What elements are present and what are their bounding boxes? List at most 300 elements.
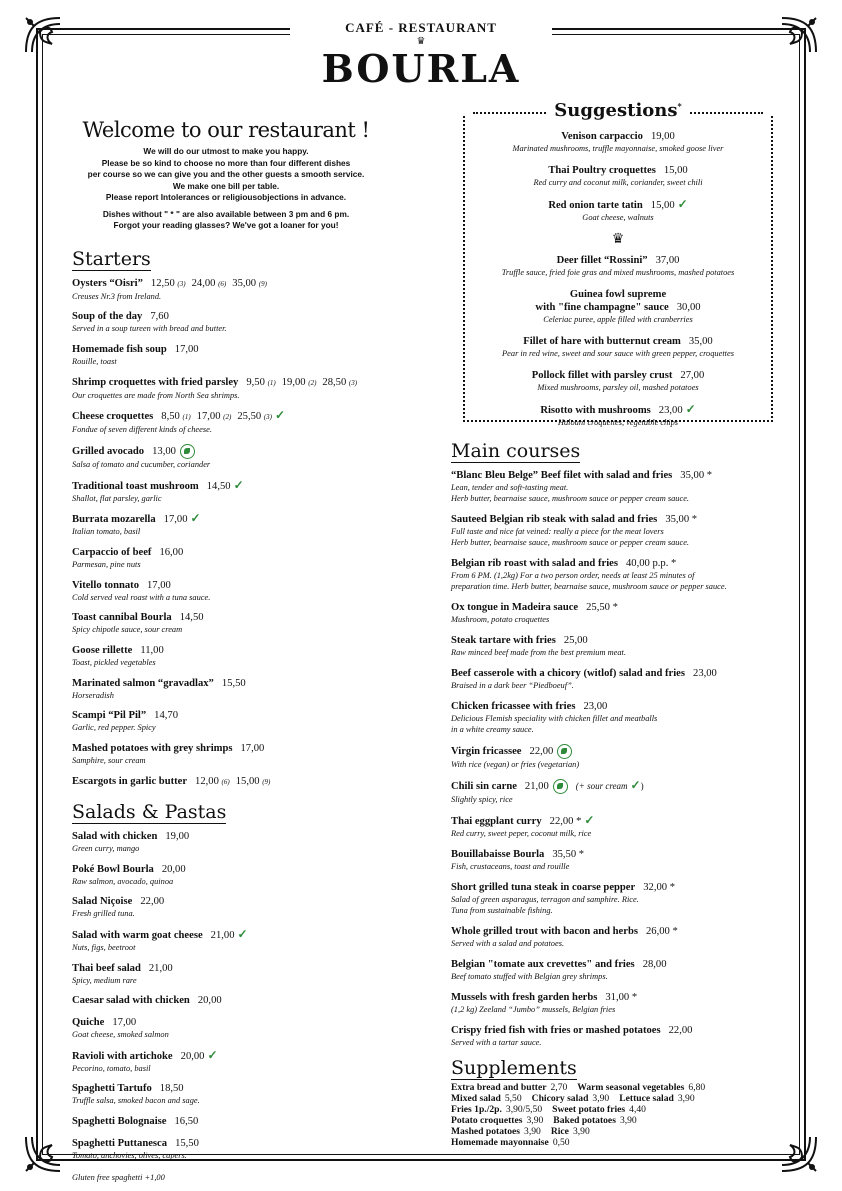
dish-price: 9,50 <box>246 376 265 388</box>
dish-description: Served with a tartar sauce. <box>451 1038 542 1048</box>
supplement-row <box>451 1126 786 1137</box>
menu-item <box>72 1115 412 1128</box>
salads-section <box>72 801 412 1182</box>
menu-item <box>451 779 786 805</box>
dish-price: 37,00 <box>655 255 680 266</box>
menu-item <box>72 1137 412 1161</box>
dish-name: Caesar salad with chicken <box>72 995 190 1007</box>
menu-item <box>451 925 786 949</box>
dish-price: 17,00 <box>163 514 188 526</box>
dish-name: Fillet of hare with butternut cream <box>523 336 681 347</box>
menu-item-line <box>451 744 786 759</box>
dish-price: 17,00 <box>196 411 221 423</box>
menu-item-line <box>463 369 773 382</box>
dish-price: 23,00 <box>693 668 717 679</box>
dish-price: 22,00 <box>140 896 165 908</box>
dish-description: Beef tomato stuffed with Belgian grey shrimps. <box>451 972 608 982</box>
menu-item-line <box>451 513 786 526</box>
supplement-name: Lettuce salad <box>619 1093 674 1105</box>
dish-description: in a white creamy sauce. <box>451 725 534 734</box>
menu-item-line <box>451 814 786 828</box>
suggestions-title: Suggestions <box>554 100 678 121</box>
menu-item-line <box>72 1082 412 1095</box>
dish-description: From 6 PM. (1,2kg) For a two person order, needs at least 25 minutes of <box>451 571 695 580</box>
corner-ornament-icon <box>22 1133 64 1175</box>
menu-item <box>463 369 773 393</box>
vegan-badge-icon <box>557 744 572 759</box>
menu-item-line <box>72 611 412 624</box>
dish-description: Herb butter, bearnaise sauce, mushroom sauce or pepper cream sauce. <box>451 494 690 503</box>
dish-description: Samphire, sour cream <box>72 756 146 766</box>
supplement-price: 5,50 <box>504 1093 522 1105</box>
dish-name: Salad Niçoise <box>72 896 133 908</box>
portion-note: (3) <box>177 279 186 288</box>
dish-description: Truffle sauce, fried foie gras and mixed mushrooms, mashed potatoes <box>501 268 735 277</box>
menu-item-line <box>451 779 786 794</box>
portion-note: (3) <box>263 413 273 422</box>
menu-item-line <box>72 994 412 1007</box>
dish-description: Spicy, medium rare <box>72 975 137 985</box>
menu-item <box>72 1016 412 1040</box>
menu-item <box>72 546 412 570</box>
menu-item-line <box>72 742 412 755</box>
menu-item <box>72 962 412 986</box>
dish-description: Tomato, anchovies, olives, capers. <box>72 1150 187 1160</box>
vegan-badge-icon <box>553 779 568 794</box>
dish-name: Bouillabaisse Bourla <box>451 849 545 861</box>
dish-price: 21,00 <box>148 962 173 974</box>
vegetarian-leaf-icon: ✓ <box>584 813 595 828</box>
dish-name: Burrata mozarella <box>72 514 156 526</box>
dish-description: Full taste and nice fat veined: really a piece for the meat lovers <box>451 527 664 536</box>
starters-section <box>72 248 412 789</box>
menu-item-line <box>451 1024 786 1037</box>
dish-price: 25,50 <box>237 411 262 423</box>
menu-item <box>451 700 786 735</box>
welcome-line: We will do our utmost to make you happy. <box>143 146 309 156</box>
dish-description: Rouille, toast <box>72 356 117 366</box>
menu-item <box>72 479 412 504</box>
menu-item <box>72 742 412 766</box>
dish-description: Pecorino, tomato, basil <box>72 1063 151 1073</box>
dish-name: Beef casserole with a chicory (witlof) salad and fries <box>451 668 686 679</box>
supplement-name: Mixed salad <box>451 1093 501 1105</box>
dish-description: Tuna from sustainable fishing. <box>451 906 553 916</box>
dish-description: Italian tomato, basil <box>72 527 141 537</box>
dish-name: Chili sin carne <box>451 781 517 792</box>
menu-item-line <box>451 958 786 971</box>
menu-item <box>451 634 786 658</box>
dish-price: 17,00 <box>174 343 199 355</box>
portion-note: (6) <box>218 279 227 288</box>
dish-description: Slightly spicy, rice <box>451 795 513 805</box>
dish-description: Nuts, figs, beetroot <box>72 942 136 952</box>
menu-item-line <box>72 579 412 592</box>
dish-description: Fish, crustaceans, toast and rouille <box>451 862 570 872</box>
menu-item-line <box>451 881 786 894</box>
supplement-name: Warm seasonal vegetables <box>577 1082 685 1094</box>
dish-price: 25,00 <box>563 635 588 646</box>
dish-name: Red onion tarte tatin <box>548 200 643 211</box>
supplement-name: Sweet potato fries <box>552 1104 626 1116</box>
salads-title: Salads & Pastas <box>72 800 227 823</box>
menu-item <box>72 444 412 470</box>
vegetarian-leaf-icon: ✓ <box>237 926 248 941</box>
gluten-free-note: Gluten free spaghetti +1,00 <box>72 1172 165 1182</box>
starters-title: Starters <box>72 247 151 270</box>
menu-item <box>72 1082 412 1106</box>
dish-description: Spicy chipotle sauce, sour cream <box>72 625 183 635</box>
dish-price: 22,00 <box>529 745 554 757</box>
dish-name: Soup of the day <box>72 311 143 323</box>
dish-price: 35,50 * <box>552 849 585 861</box>
suggestions-star: * <box>677 101 682 111</box>
dish-name: Carpaccio of beef <box>72 547 152 558</box>
portion-note: (2) <box>223 413 232 422</box>
dish-price: 32,00 * <box>643 882 675 894</box>
dish-description: Halouni croquettes, vegetable chips <box>557 418 679 427</box>
suggestions-box <box>463 100 773 427</box>
suggestions-list <box>463 130 773 438</box>
portion-note: (9) <box>262 777 271 786</box>
dish-description: Raw minced beef made from the best premium meat. <box>451 648 626 657</box>
menu-item-line <box>451 848 786 861</box>
dish-description: Goat cheese, walnuts <box>582 213 654 222</box>
extra-option: (+ sour cream <box>575 781 628 791</box>
left-column <box>72 118 412 1182</box>
menu-item-line <box>451 469 786 482</box>
dish-price: 8,50 <box>161 411 180 423</box>
dish-price: 16,50 <box>174 1116 199 1127</box>
dish-price: 21,00 <box>524 781 549 792</box>
dish-description: Truffle salsa, smoked bacon and sage. <box>72 1096 200 1106</box>
menu-item <box>463 164 773 188</box>
suggestions-title-row <box>463 100 773 121</box>
dish-description: Celeriac puree, apple filled with cranberries <box>543 315 693 324</box>
main-courses-section <box>451 440 786 1048</box>
supplement-price: 3,90 <box>592 1093 610 1105</box>
portion-note: (1) <box>267 378 276 387</box>
menu-item-line <box>72 343 412 356</box>
menu-item <box>72 409 412 435</box>
menu-item <box>463 335 773 359</box>
dish-name: Belgian "tomate aux crevettes" and fries <box>451 959 635 971</box>
crown-icon: ♛ <box>416 36 426 47</box>
dish-price: 17,00 <box>112 1016 137 1028</box>
menu-item-line <box>72 277 412 291</box>
dish-name: Vitello tonnato <box>72 579 139 591</box>
dish-price: 15,00 <box>235 775 260 787</box>
dish-name: Oysters “Oisri” <box>72 277 143 289</box>
dish-price: 31,00 * <box>605 992 638 1004</box>
dish-description: Cold served veal roast with a tuna sauce. <box>72 592 211 602</box>
vegetarian-leaf-icon: ✓ <box>630 778 641 792</box>
dish-name: Mussels with fresh garden herbs <box>451 992 598 1004</box>
dish-description: Our croquettes are made from North Sea shrimps. <box>72 390 240 400</box>
dish-price: 17,00 <box>240 743 265 755</box>
menu-item-line <box>72 644 412 657</box>
menu-item-line <box>72 1016 412 1029</box>
menu-item <box>451 881 786 916</box>
welcome-line: Dishes without " * " are also available between 3 pm and 6 pm. <box>102 208 350 219</box>
dish-name: Marinated salmon “gravadlax” <box>72 677 214 689</box>
dish-description: Creuses Nr.3 from Ireland. <box>72 291 162 301</box>
menu-item <box>451 1024 786 1048</box>
menu-item <box>451 991 786 1015</box>
menu-item <box>451 601 786 625</box>
dish-name: Poké Bowl Bourla <box>72 863 154 875</box>
dish-price: 35,00 <box>688 336 713 347</box>
dish-price: 15,00 <box>663 165 688 176</box>
dish-description: Served in a soup tureen with bread and butter. <box>72 324 227 334</box>
menu-item <box>463 403 773 428</box>
menu-item <box>451 958 786 982</box>
menu-item-line <box>451 991 786 1004</box>
menu-item <box>451 513 786 548</box>
supplement-price: 3,90/5,50 <box>505 1104 543 1116</box>
dish-description: Toast, pickled vegetables <box>72 658 156 668</box>
welcome-line: per course so we can give you and the other guests a smooth service. <box>87 169 365 179</box>
supplement-name: Homemade mayonnaise <box>451 1137 549 1149</box>
dish-price: 19,00 <box>281 376 306 388</box>
dish-price: 20,00 <box>161 863 186 875</box>
supplement-name: Baked potatoes <box>553 1115 616 1127</box>
supplement-row <box>451 1082 786 1093</box>
menu-item-line <box>451 925 786 938</box>
salads-list <box>72 830 412 1161</box>
dish-name: Mashed potatoes with grey shrimps <box>72 743 233 755</box>
portion-note: (1) <box>182 413 191 422</box>
dish-price: 14,70 <box>154 710 178 722</box>
dish-name: Steak tartare with fries <box>451 635 556 646</box>
dish-name: Thai Poultry croquettes <box>548 165 656 176</box>
menu-item-line <box>72 376 412 390</box>
supplement-price: 3,90 <box>619 1115 637 1127</box>
dish-price: 19,00 <box>165 830 190 842</box>
menu-item-line <box>72 409 412 424</box>
menu-item <box>451 557 786 592</box>
dish-price: 11,00 <box>140 645 164 657</box>
menu-item <box>72 343 412 367</box>
dish-name: Pollock fillet with parsley crust <box>531 370 673 381</box>
welcome-title: Welcome to our restaurant ! <box>82 118 370 142</box>
supplement-price: 3,90 <box>677 1093 695 1105</box>
supplements-list <box>451 1082 786 1148</box>
dish-price: 23,00 <box>658 405 683 416</box>
dish-price: 40,00 p.p. * <box>625 558 677 569</box>
dish-price: 28,00 <box>642 959 667 971</box>
dish-name: with "fine champagne" sauce <box>535 302 669 313</box>
menu-item <box>451 469 786 504</box>
menu-item <box>72 644 412 668</box>
supplement-name: Potato croquettes <box>451 1115 523 1127</box>
menu-item-line <box>72 830 412 843</box>
dish-price: 15,50 <box>221 677 246 689</box>
dish-name: Salad with warm goat cheese <box>72 929 203 941</box>
menu-item <box>72 277 412 302</box>
menu-item-line <box>451 634 786 647</box>
dish-price: 18,50 <box>159 1083 184 1095</box>
dish-price: 14,50 <box>179 612 204 624</box>
dish-description: Parmesan, pine nuts <box>72 560 141 569</box>
supplement-name: Extra bread and butter <box>451 1082 547 1094</box>
supplement-row <box>451 1137 786 1148</box>
menu-item-line <box>72 962 412 975</box>
menu-item <box>72 1049 412 1074</box>
menu-item <box>451 848 786 872</box>
crown-icon: ♛ <box>611 232 625 247</box>
dish-price: 35,00 <box>232 277 257 289</box>
dish-description: Red curry and coconut milk, coriander, sweet chili <box>533 178 703 187</box>
dish-price: 16,00 <box>159 547 184 558</box>
dish-description: Fresh grilled tuna. <box>72 909 135 919</box>
welcome-line: Forgot your reading glasses? We've got a loaner for you! <box>113 220 339 230</box>
vegan-badge-icon <box>180 444 195 459</box>
dish-name: Thai eggplant curry <box>451 816 542 828</box>
supplement-price: 6,80 <box>688 1082 706 1094</box>
menu-item <box>72 895 412 919</box>
dish-name: Belgian rib roast with salad and fries <box>451 558 618 569</box>
supplements-section <box>451 1057 786 1148</box>
menu-item <box>72 928 412 953</box>
dish-description: Served with a salad and potatoes. <box>451 939 565 949</box>
dish-price: 20,00 <box>180 1050 205 1062</box>
supplement-name: Rice <box>550 1126 569 1138</box>
menu-item <box>72 863 412 887</box>
vegetarian-leaf-icon: ✓ <box>677 197 688 211</box>
supplement-price: 3,90 <box>524 1126 541 1138</box>
supplement-row <box>451 1115 786 1126</box>
menu-item-line <box>463 254 773 267</box>
menu-item <box>463 130 773 154</box>
menu-item-line <box>463 403 773 417</box>
menu-item-line <box>463 301 773 314</box>
menu-item-line <box>463 198 773 212</box>
menu-item-line <box>72 444 412 459</box>
dish-description: Salad of green asparagus, terragon and samphire. Rice. <box>451 895 639 905</box>
menu-item <box>72 830 412 854</box>
menu-item-line <box>451 601 786 614</box>
dish-name: Ravioli with artichoke <box>72 1050 173 1062</box>
dish-name: Scampi “Pil Pil” <box>72 710 147 722</box>
portion-note: (3) <box>348 378 358 387</box>
dish-name: Homemade fish soup <box>72 343 167 355</box>
welcome-line: We make one bill per table. <box>172 180 280 191</box>
dish-name: Cheese croquettes <box>72 411 154 423</box>
dish-name: Grilled avocado <box>72 445 145 457</box>
menu-item-line <box>72 709 412 722</box>
dish-name: Traditional toast mushroom <box>72 480 199 492</box>
dish-description: Fondue of seven different kinds of cheese. <box>72 425 212 435</box>
vegetarian-leaf-icon: ✓ <box>190 511 201 526</box>
dish-price: 19,00 <box>650 131 675 142</box>
dish-price: 7,60 <box>150 311 169 323</box>
dish-name: Risotto with mushrooms <box>540 405 651 416</box>
menu-item <box>72 579 412 603</box>
dish-description: Braised in a dark beer “Piedboeuf”. <box>451 681 574 690</box>
supplement-row <box>451 1104 786 1115</box>
dish-price: 20,00 <box>197 995 222 1007</box>
dish-name: Crispy fried fish with fries or mashed potatoes <box>451 1025 661 1037</box>
dish-price: 28,50 <box>322 376 347 388</box>
dish-name: Chicken fricassee with fries <box>451 701 576 712</box>
dish-price: 35,00 * <box>665 514 698 525</box>
menu-item-line <box>72 512 412 526</box>
dish-name: Toast cannibal Bourla <box>72 612 172 624</box>
dish-price: 15,50 <box>175 1137 199 1149</box>
menu-item-line <box>72 928 412 942</box>
supplement-name: Mashed potatoes <box>451 1126 521 1138</box>
dish-price: 13,00 <box>152 445 176 457</box>
dish-description: Horseradish <box>72 690 114 700</box>
menu-item <box>72 994 412 1007</box>
menu-item-line <box>463 288 773 301</box>
supplement-price: 2,70 <box>550 1082 568 1094</box>
portion-note: (9) <box>258 279 267 288</box>
dish-name: Quiche <box>72 1016 105 1028</box>
dish-description: Goat cheese, smoked salmon <box>72 1029 169 1039</box>
brand-title: BOURLA <box>321 46 521 91</box>
dish-price: 25,50 * <box>586 602 618 613</box>
dish-description: (1,2 kg) Zeeland “Jumbo” mussels, Belgian fries <box>451 1005 616 1015</box>
right-column <box>451 100 786 1148</box>
dish-price: 30,00 <box>676 302 701 313</box>
supplement-price: 0,50 <box>552 1137 570 1149</box>
menu-item <box>451 667 786 691</box>
main-courses-list <box>451 469 786 1048</box>
menu-item-line <box>72 677 412 690</box>
dish-description: Green curry, mango <box>72 843 140 853</box>
vegetarian-leaf-icon: ✓ <box>275 408 286 423</box>
dish-description: Shallot, flat parsley, garlic <box>72 493 162 503</box>
menu-item <box>72 512 412 537</box>
menu-item-line <box>72 1137 412 1150</box>
dish-name: Guinea fowl supreme <box>569 289 667 300</box>
menu-item <box>72 611 412 635</box>
menu-item <box>72 376 412 401</box>
dish-name: Escargots in garlic butter <box>72 775 188 787</box>
menu-item-line <box>72 1115 412 1128</box>
dish-description: Mushroom, potato croquettes <box>451 615 550 624</box>
menu-item <box>463 288 773 325</box>
menu-item-line <box>451 667 786 680</box>
dish-price: 14,50 <box>206 480 231 492</box>
dish-name: Venison carpaccio <box>561 131 643 142</box>
dish-description: Herb butter, bearnaise sauce, mushroom sauce or pepper cream sauce. <box>451 538 690 547</box>
welcome-line: Please report Intolerances or religiousobjections in advance. <box>105 192 347 202</box>
dish-description: With rice (vegan) or fries (vegetarian) <box>451 760 580 769</box>
dish-name: Short grilled tuna steak in coarse pepper <box>451 882 636 894</box>
portion-note: (2) <box>308 378 317 387</box>
dish-description: Garlic, red pepper. Spicy <box>72 723 156 733</box>
vegetarian-leaf-icon: ✓ <box>685 402 696 416</box>
menu-item-line <box>72 863 412 876</box>
menu-item-line <box>72 775 412 789</box>
dish-name: Thai beef salad <box>72 962 141 974</box>
dish-price: 35,00 * <box>680 470 713 481</box>
supplement-row <box>451 1093 786 1104</box>
dish-price: 23,00 <box>583 701 608 712</box>
dish-description: Raw salmon, avocado, quinoa <box>72 876 174 886</box>
vegetarian-leaf-icon: ✓ <box>233 477 244 492</box>
menu-item <box>451 814 786 839</box>
supplement-price: 3,90 <box>526 1115 544 1127</box>
menu-item-line <box>72 310 412 323</box>
main-courses-title: Main courses <box>451 440 581 462</box>
menu-item <box>463 198 773 223</box>
dish-name: Shrimp croquettes with fried parsley <box>72 376 239 388</box>
dish-price: 21,00 <box>210 929 235 941</box>
